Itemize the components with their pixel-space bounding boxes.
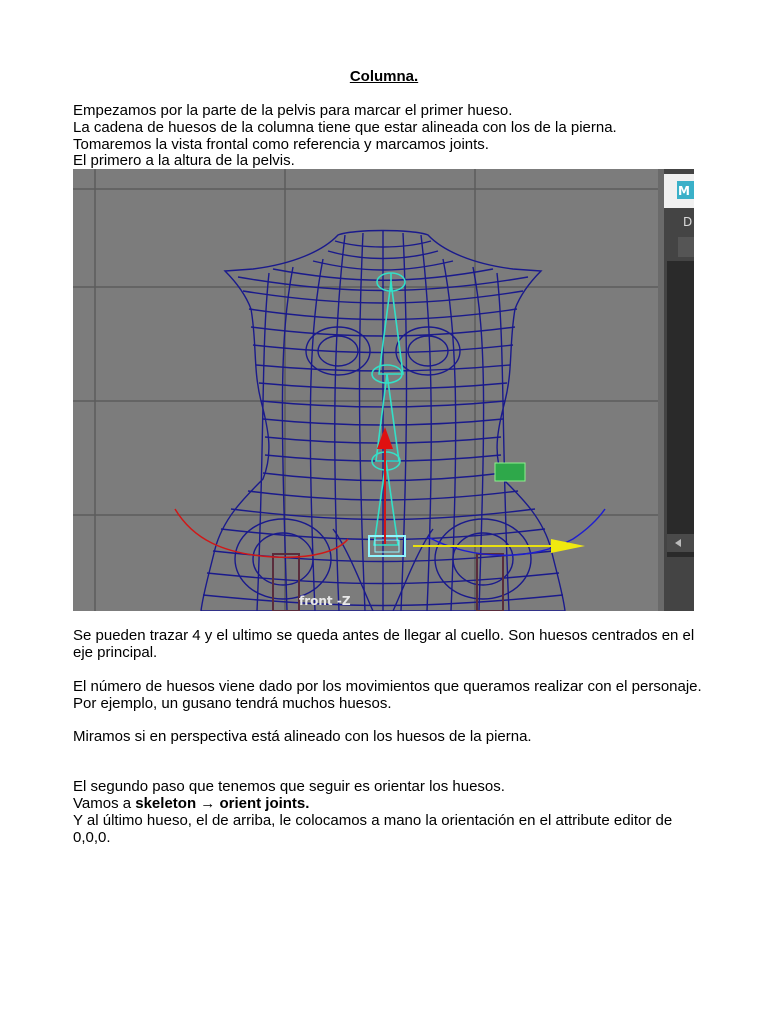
manipulator-green-handle [495, 463, 525, 481]
intro-line-2: La cadena de huesos de la columna tiene que estar alineada con los de la pierna. [73, 119, 617, 136]
step2-line-2 [73, 795, 309, 812]
viewport-label: front -Z [299, 594, 351, 608]
side-panel-divider [658, 169, 664, 611]
paragraph-2: El número de huesos viene dado por los movimientos que queramos realizar con el personaje. Por ejemplo, un gusano tendrá muchos huesos. [73, 678, 702, 712]
step2-line-1: El segundo paso que tenemos que seguir es orientar los huesos. [73, 778, 505, 795]
menu-path: skeleton → orient joints. [135, 795, 310, 812]
panel-letter-d: D [683, 215, 693, 229]
step2-prefix: Vamos a [73, 795, 136, 812]
document-title: Columna. [349, 68, 419, 85]
intro-line-3: Tomaremos la vista frontal como referencia y marcamos joints. [73, 136, 489, 153]
paragraph-1: Se pueden trazar 4 y el ultimo se queda antes de llegar al cuello. Son huesos centrados en el eje principal. [73, 627, 695, 661]
intro-line-1: Empezamos por la parte de la pelvis para marcar el primer hueso. [73, 102, 513, 119]
paragraph-3: Miramos si en perspectiva está alineado con los huesos de la pierna. [73, 728, 532, 745]
step2-line-3: Y al último hueso, el de arriba, le colocamos a mano la orientación en el attribute editor de 0,0,0. [73, 812, 673, 846]
panel-list [667, 261, 694, 557]
panel-letter-m: M [678, 184, 690, 198]
intro-line-4: El primero a la altura de la pelvis. [73, 152, 295, 169]
maya-viewport-screenshot [73, 169, 694, 611]
